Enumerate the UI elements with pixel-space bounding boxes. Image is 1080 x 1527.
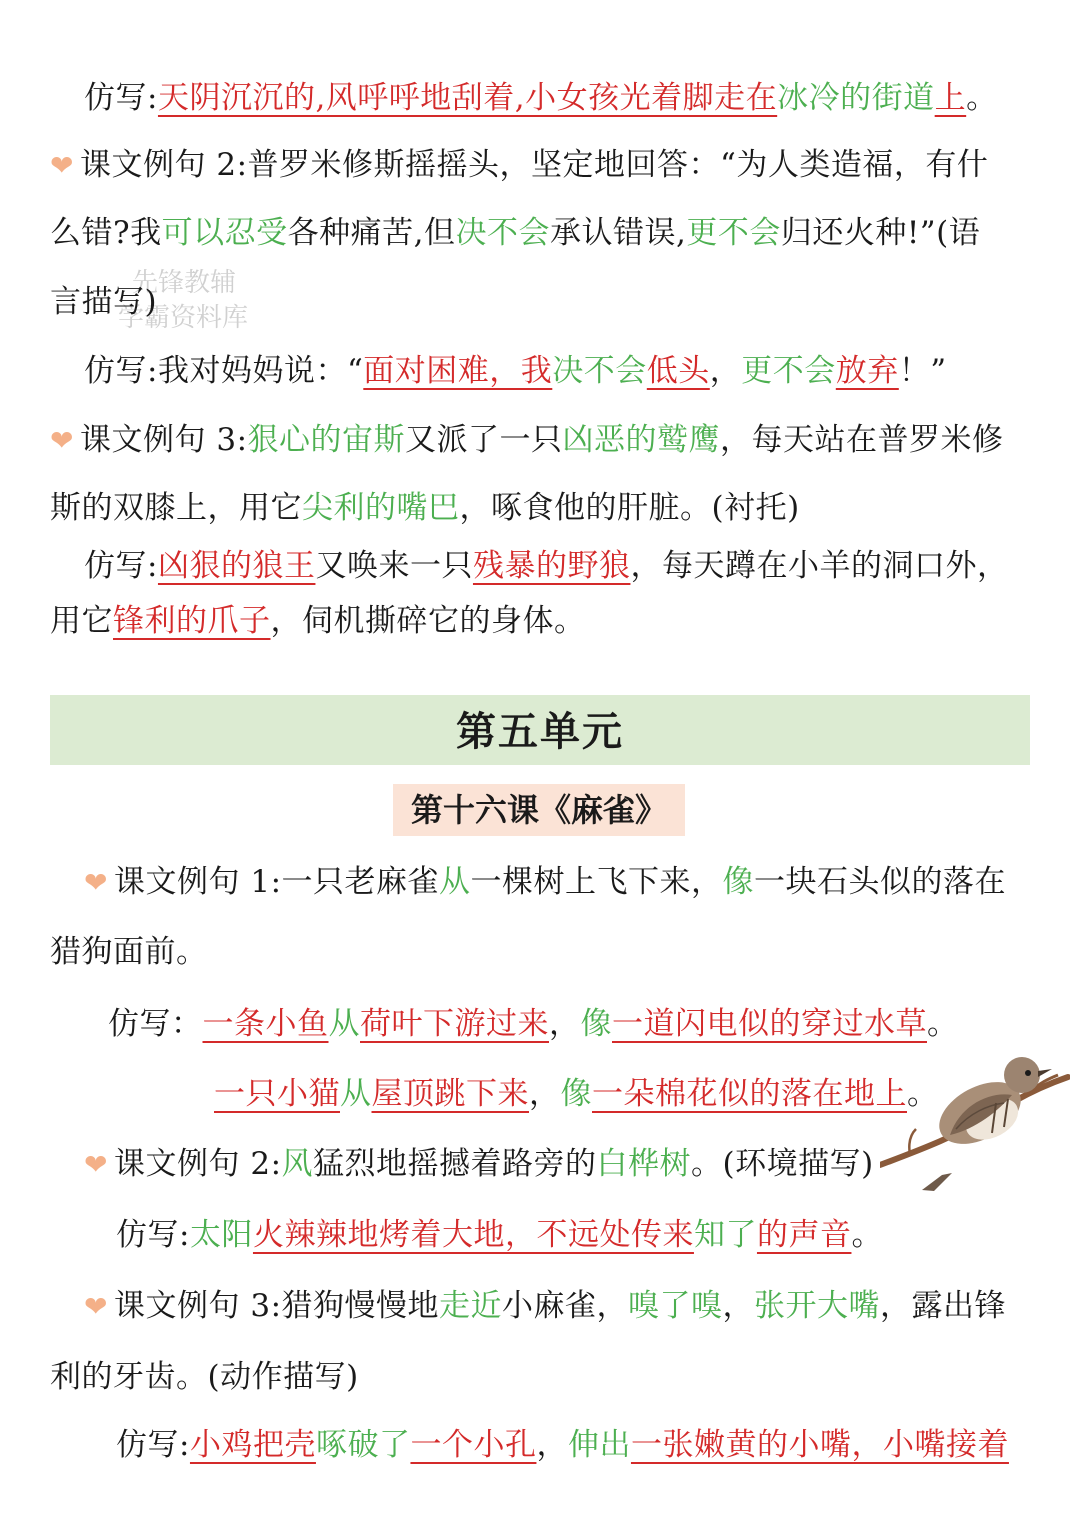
imitation-line-2: 仿写:我对妈妈说：“面对困难，我决不会低头，更不会放弃！” xyxy=(84,353,947,389)
heart-icon: ❤ xyxy=(50,149,74,182)
lesson16-example-1-line-2: 猎狗面前。 xyxy=(50,934,208,970)
unit-title: 第五单元 xyxy=(456,708,624,755)
lesson16-imitation-3: 仿写:太阳火辣辣地烤着大地，不远处传来知了的声音。 xyxy=(116,1217,883,1253)
heart-icon: ❤ xyxy=(50,424,74,457)
heart-icon: ❤ xyxy=(84,1290,108,1323)
example-sentence-3-line-2: 斯的双膝上，用它尖利的嘴巴，啄食他的肝脏。(衬托) xyxy=(50,490,800,526)
example-sentence-2-line-1: ❤ 课文例句 2:普罗米修斯摇摇头，坚定地回答：“为人类造福，有什 xyxy=(50,145,988,186)
heart-icon: ❤ xyxy=(84,1148,108,1181)
lesson16-imitation-2: 一只小猫从屋顶跳下来，像一朵棉花似的落在地上。 xyxy=(214,1076,939,1112)
lesson16-example-3-line-2: 利的牙齿。(动作描写) xyxy=(50,1359,359,1395)
example-sentence-3-line-1: ❤ 课文例句 3:狠心的宙斯又派了一只凶恶的鹫鹰，每天站在普罗米修 xyxy=(50,420,1004,461)
example-sentence-2-line-2: 么错?我可以忍受各种痛苦,但决不会承认错误,更不会归还火种!”(语 xyxy=(50,215,981,251)
lesson16-imitation-4: 仿写:小鸡把壳啄破了一个小孔，伸出一张嫩黄的小嘴，小嘴接着 xyxy=(116,1427,1009,1463)
lesson-title: 第十六课《麻雀》 xyxy=(410,791,667,829)
watermark-line-2: 学霸资料库 xyxy=(118,303,249,333)
lesson16-example-1-line-1: ❤ 课文例句 1:一只老麻雀从一棵树上飞下来，像一块石头似的落在 xyxy=(84,862,1006,903)
heart-icon: ❤ xyxy=(84,866,108,899)
imitation-line-3-cont: 用它锋利的爪子，伺机撕碎它的身体。 xyxy=(50,603,586,639)
watermark-line-1: 先锋教辅 xyxy=(132,268,237,298)
imitation-line-1: 仿写:天阴沉沉的,风呼呼地刮着,小女孩光着脚走在冰冷的街道上。 xyxy=(84,80,998,116)
lesson16-example-3-line-1: ❤ 课文例句 3:猎狗慢慢地走近小麻雀，嗅了嗅，张开大嘴，露出锋 xyxy=(84,1286,1006,1327)
example-sentence-2-line-3: 言描写) xyxy=(50,284,158,320)
sparrow-on-branch-image xyxy=(880,1025,1070,1195)
imitation-line-3: 仿写:凶狠的狼王又唤来一只残暴的野狼，每天蹲在小羊的洞口外， xyxy=(84,548,1009,584)
lesson16-imitation-1: 仿写：一条小鱼从荷叶下游过来，像一道闪电似的穿过水草。 xyxy=(108,1006,959,1042)
lesson16-example-2: ❤ 课文例句 2:风猛烈地摇撼着路旁的白桦树。(环境描写) xyxy=(84,1144,874,1185)
